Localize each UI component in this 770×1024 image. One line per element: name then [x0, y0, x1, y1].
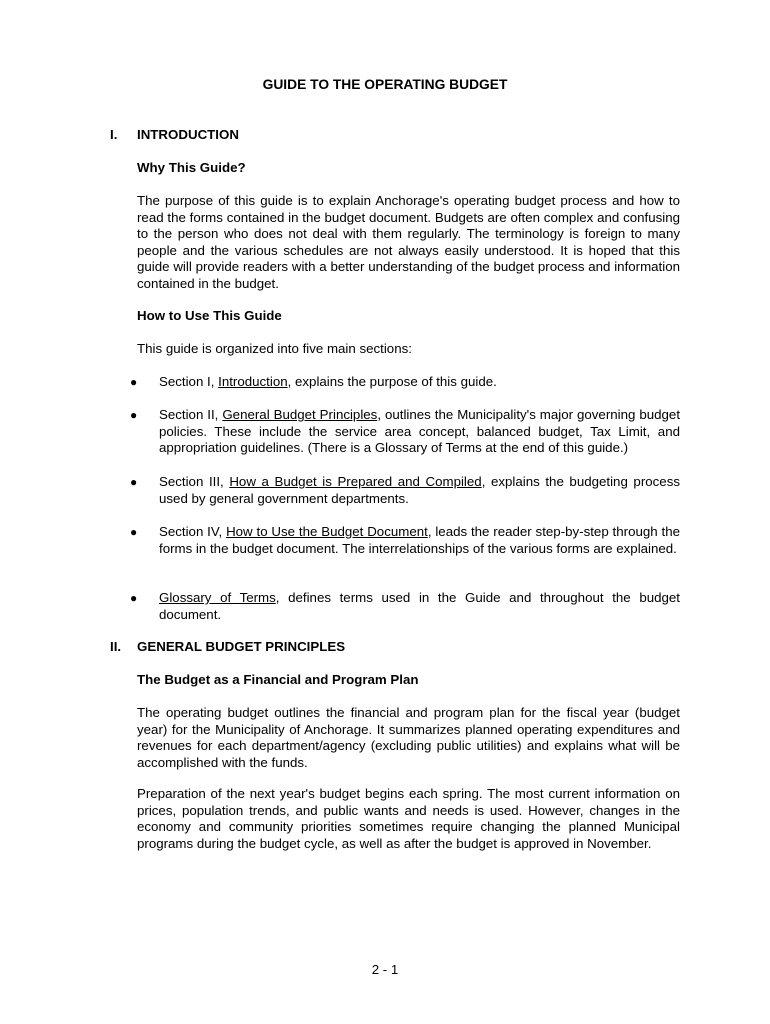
why-heading: Why This Guide?	[137, 160, 246, 175]
list-item-text: Glossary of Terms, defines terms used in the Guide and throughout the budget document.	[159, 590, 680, 622]
list-item-text: Section II, General Budget Principles, outlines the Municipality's major governing budget policies. These include the service area concept, balanced budget, Tax Limit, and appropriation guidelines. (There is a Glossary of Terms at the end of this guide.)	[159, 407, 681, 456]
bullet-icon: ●	[130, 375, 138, 389]
bullet-icon: ●	[130, 525, 138, 539]
bullet-icon: ●	[130, 475, 138, 489]
section-2-heading: GENERAL BUDGET PRINCIPLES	[137, 639, 346, 654]
section-1-heading: INTRODUCTION	[137, 127, 239, 142]
preparation-paragraph: Preparation of the next year's budget begins each spring. The most current information on prices, population trends, and public wants and needs is used. However, changes in the economy and community priorities sometimes require changing the planned Municipal programs during the budget cycle, as well as after the budget is approved in November.	[137, 786, 680, 851]
section-link: How to Use the Budget Document	[226, 524, 428, 539]
page-title: GUIDE TO THE OPERATING BUDGET	[262, 77, 508, 92]
section-2-number: II.	[110, 639, 122, 654]
why-paragraph: The purpose of this guide is to explain Anchorage's operating budget process and how to read the forms contained in the budget document. Budgets are often complex and confusing to the person who does not deal with them regularly. The terminology is foreign to many people and the various schedules are not always easily understood. It is hoped that this guide will provide readers with a better understanding of the budget process and information contained in the budget.	[137, 193, 680, 291]
budget-plan-paragraph: The operating budget outlines the financial and program plan for the fiscal year (budget year) for the Municipality of Anchorage. It summarizes planned operating expenditures and revenues for each department/agency (excluding public utilities) and explains what will be accomplished with the funds.	[137, 705, 680, 770]
bullet-icon: ●	[130, 591, 138, 605]
section-1-number: I.	[110, 127, 118, 142]
list-item-text: Section I, Introduction, explains the purpose of this guide.	[159, 374, 497, 389]
section-link: Glossary of Terms	[159, 590, 276, 605]
section-link: How a Budget is Prepared and Compiled	[229, 474, 482, 489]
section-link: Introduction	[218, 374, 288, 389]
list-item-text: Section III, How a Budget is Prepared and Compiled, explains the budgeting process used by general government departments.	[159, 474, 680, 506]
list-item-text: Section IV, How to Use the Budget Document, leads the reader step-by-step through the forms in the budget document. The interrelationships of the various forms are explained.	[159, 524, 680, 556]
section-link: General Budget Principles	[222, 407, 378, 422]
budget-plan-heading: The Budget as a Financial and Program Plan	[137, 672, 419, 687]
how-intro: This guide is organized into five main sections:	[137, 341, 412, 356]
how-heading: How to Use This Guide	[137, 308, 282, 323]
page-number: 2 - 1	[371, 962, 399, 977]
bullet-icon: ●	[130, 408, 138, 422]
